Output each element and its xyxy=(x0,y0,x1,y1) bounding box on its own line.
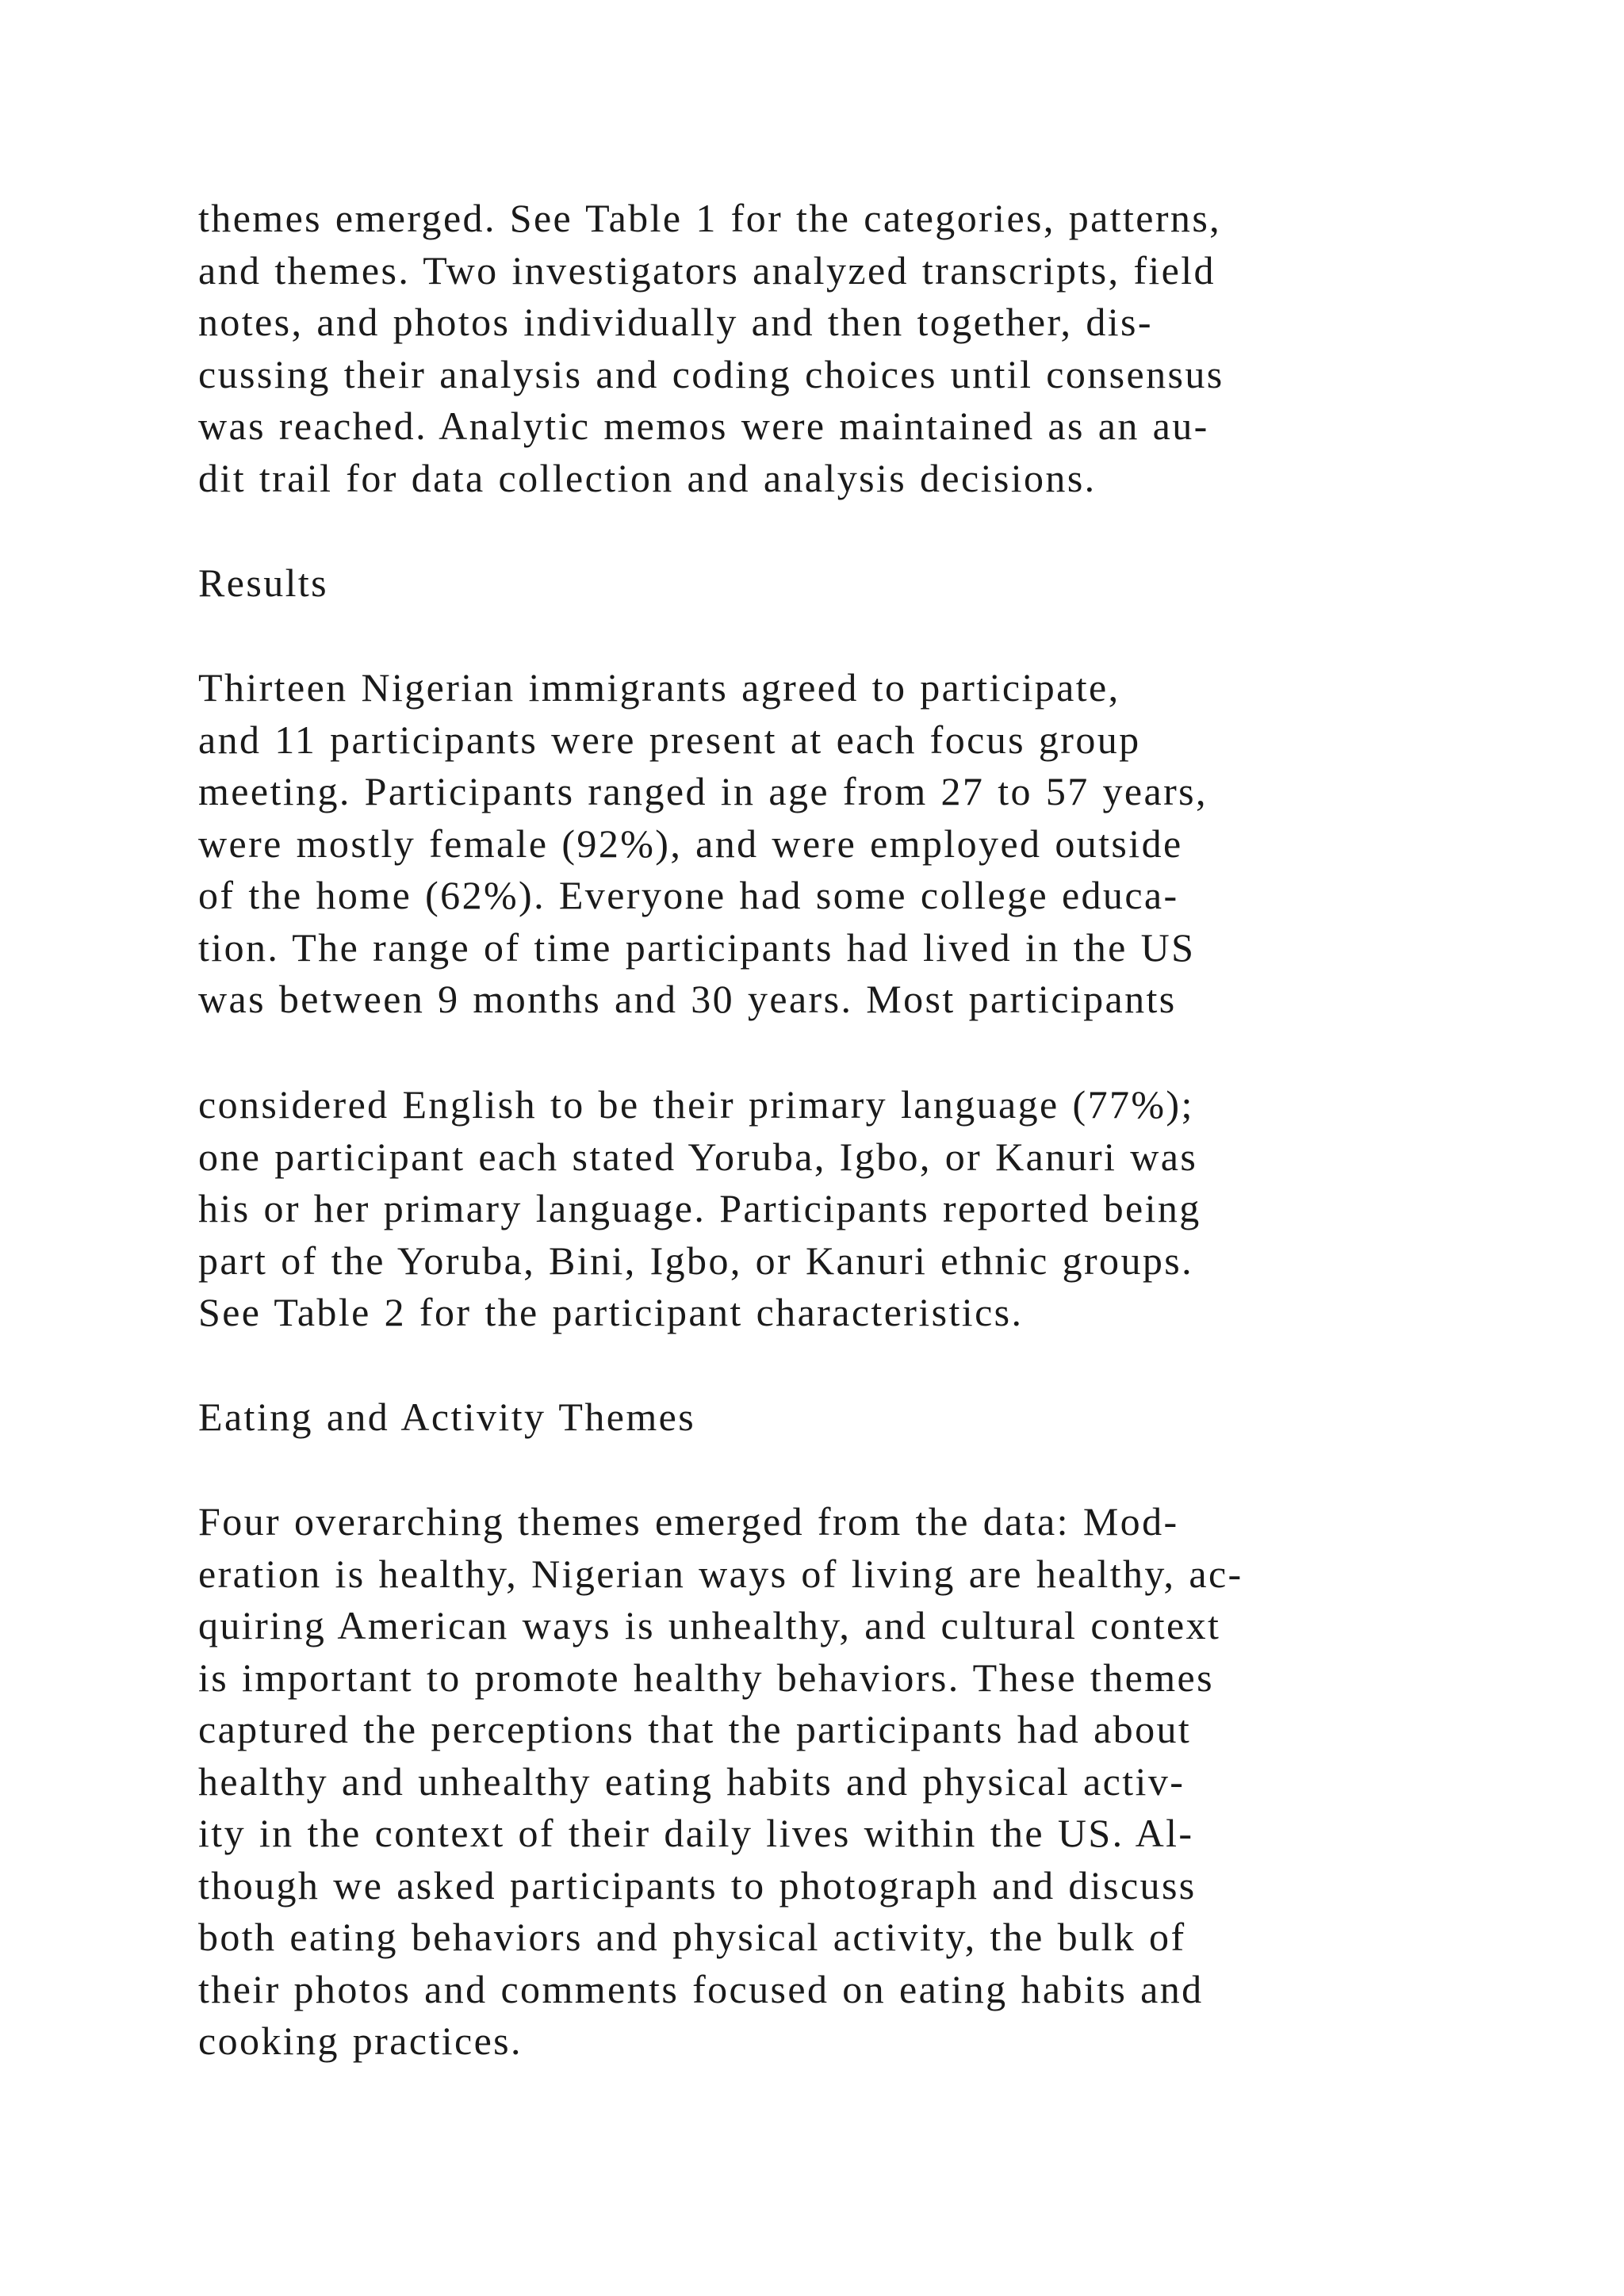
section-heading-results xyxy=(198,557,328,610)
text-line: was reached. Analytic memos were maintained as an au- xyxy=(198,404,1209,448)
text-line: one participant each stated Yoruba, Igbo, or Kanuri was xyxy=(198,1134,1198,1179)
paragraph-themes xyxy=(198,1496,1243,2068)
text-line: both eating behaviors and physical activity, the bulk of xyxy=(198,1915,1186,1959)
section-heading-eating-activity-themes xyxy=(198,1391,695,1444)
paragraph-methods-analysis xyxy=(198,193,1224,504)
heading-text: Eating and Activity Themes xyxy=(198,1395,696,1439)
text-line: captured the perceptions that the participants had about xyxy=(198,1707,1192,1751)
text-line: eration is healthy, Nigerian ways of living are healthy, ac- xyxy=(198,1551,1243,1596)
paragraph-participants xyxy=(198,662,1208,1026)
text-line: quiring American ways is unhealthy, and cultural context xyxy=(198,1603,1221,1647)
text-line: ity in the context of their daily lives within the US. Al- xyxy=(198,1811,1194,1855)
text-line: cussing their analysis and coding choices until consensus xyxy=(198,351,1224,396)
text-line: of the home (62%). Everyone had some college educa- xyxy=(198,873,1179,917)
text-line: and themes. Two investigators analyzed transcripts, field xyxy=(198,247,1216,293)
text-line: and 11 participants were present at each focus group xyxy=(198,717,1141,762)
text-line: were mostly female (92%), and were employed outside xyxy=(198,821,1183,866)
paragraph-languages xyxy=(198,1079,1201,1339)
text-line: cooking practices. xyxy=(198,2019,523,2063)
text-line: tion. The range of time participants had lived in the US xyxy=(198,924,1196,970)
text-line: though we asked participants to photograph and discuss xyxy=(198,1862,1197,1908)
text-line: was between 9 months and 30 years. Most participants xyxy=(198,977,1177,1021)
text-line: part of the Yoruba, Bini, Igbo, or Kanuri ethnic groups. xyxy=(198,1238,1194,1283)
text-line: dit trail for data collection and analysis decisions. xyxy=(198,455,1097,500)
text-line: considered English to be their primary language (77%); xyxy=(198,1082,1194,1127)
text-line: notes, and photos individually and then together, dis- xyxy=(198,300,1153,344)
text-line: Four overarching themes emerged from the data: Mod- xyxy=(198,1499,1179,1544)
text-line: themes emerged. See Table 1 for the categories, patterns, xyxy=(198,196,1222,240)
heading-text: Results xyxy=(198,561,329,605)
text-line: their photos and comments focused on eating habits and xyxy=(198,1966,1204,2011)
text-line: Thirteen Nigerian immigrants agreed to participate, xyxy=(198,665,1120,710)
text-line: healthy and unhealthy eating habits and physical activ- xyxy=(198,1758,1185,1804)
text-line: is important to promote healthy behaviors. These themes xyxy=(198,1655,1214,1700)
text-line: See Table 2 for the participant characteristics. xyxy=(198,1290,1024,1334)
text-line: meeting. Participants ranged in age from 27 to 57 years, xyxy=(198,769,1208,813)
text-line: his or her primary language. Participants reported being xyxy=(198,1186,1201,1230)
